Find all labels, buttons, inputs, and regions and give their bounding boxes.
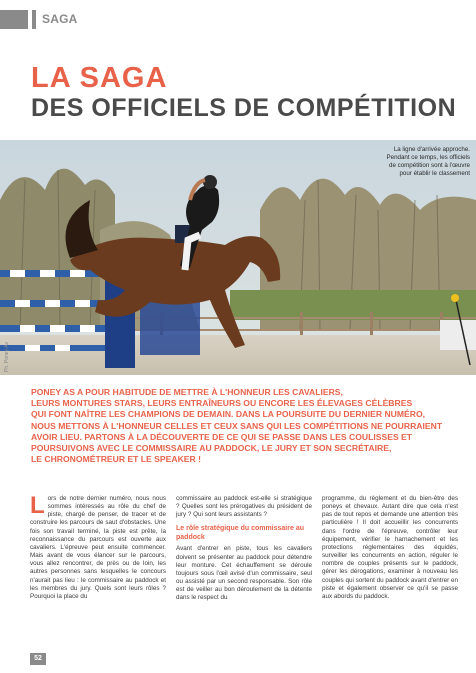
section-tag-bar: [0, 10, 28, 29]
section-subhead: Le rôle stratégique du commissaire au paddock: [176, 525, 304, 541]
photo-credit: Ph. Poney As: [4, 341, 10, 372]
article-intro: PONEY AS A POUR HABITUDE DE METTRE À L'HONNEUR LES CAVALIERS, LEURS MONTURES STARS, LEURS ENTRAÎNEURS OU ENCORE LES ÉLEVAGES CÉLÈBRES QUI FONT NAÎTRE LES CHAMPIONS DE DEMAIN. DANS LA POURSUITE DU DERNIER NUMÉRO, NOUS METTONS À L'HONNEUR CELLES ET CEUX SANS QUI LES COMPÉTITIONS NE POURRAIENT AVOIR LIEU. PARTONS À LA DÉCOUVERTE DE CE QUI SE PASSE DANS LES COULISSES ET POURSUIVONS AVEC LE COMMISSAIRE AU PADDOCK, LE JURY ET SON SECRÉTAIRE, LE CHRONOMÉTREUR ET LE SPEAKER !: [31, 387, 443, 465]
body-column-1: [30, 492, 166, 645]
body-text-col2b: Avant d'entrer en piste, tous les cavaliers doivent se présenter au paddock pour détendre leur monture. Cet échauffement se déroule toujours sous l'œil avisé d'un commissaire, seul ou assisté par un second responsable. Son rôle est de veiller au bon déroulement de la détente dans le respect du: [176, 545, 312, 602]
body-text-col2a: commissaire au paddock est-elle si stratégique ? Quelles sont les prérogatives du président de jury ? Qui sont leurs assistants ?: [176, 495, 312, 519]
page-number: 52: [30, 653, 46, 665]
body-column-3: [322, 495, 458, 645]
body-text-col1: ors de notre dernier numéro, nous nous sommes intéressés au rôle du chef de piste, chargé de penser, de tracer et de construire les parcours de saut d'obstacles. Une fois son travail terminé, la piste est prête, la reconnaissance du parcours est ouverte aux cavaliers. L'épreuve peut ensuite commencer. Mais avant de vous élancer sur le parcours, vous allez rencontrer, de près ou de loin, les autres personnes sans lesquelles le concours n'aurait pas lieu : le commissaire au paddock et les membres du jury. Quels sont leurs rôles ? Pourquoi la place du: [30, 495, 166, 600]
article-title-line2: DES OFFICIELS DE COMPÉTITION: [31, 94, 457, 122]
drop-cap: L: [30, 492, 45, 519]
article-body: [30, 492, 460, 645]
body-column-2: [176, 495, 312, 645]
section-tag: [0, 10, 77, 29]
photo-caption: La ligne d'arrivée approche. Pendant ce temps, les officiels de compétition sont à l'œuvre pour établir le classement: [386, 146, 470, 177]
body-text-col3: programme, du règlement et du bien-être des poneys et chevaux. Autant dire que cela n'est pas de tout repos et demande une attention très particulière ! Il doit accueillir les concurrents dans l'ordre de l'épreuve, contrôler leur équipement, vérifier le harnachement et les protections réglementaires des équidés, surveiller les concurrents en action, réguler le nombre de couples présents sur le paddock, gérer les dérogations, examiner à nouveau les couples qui sortent du paddock avant d'entrer en piste et également observer ce qu'il se passe aux abords du paddock.: [322, 495, 458, 600]
section-tag-label: SAGA: [42, 12, 78, 26]
article-title-line1: LA SAGA: [31, 62, 168, 94]
